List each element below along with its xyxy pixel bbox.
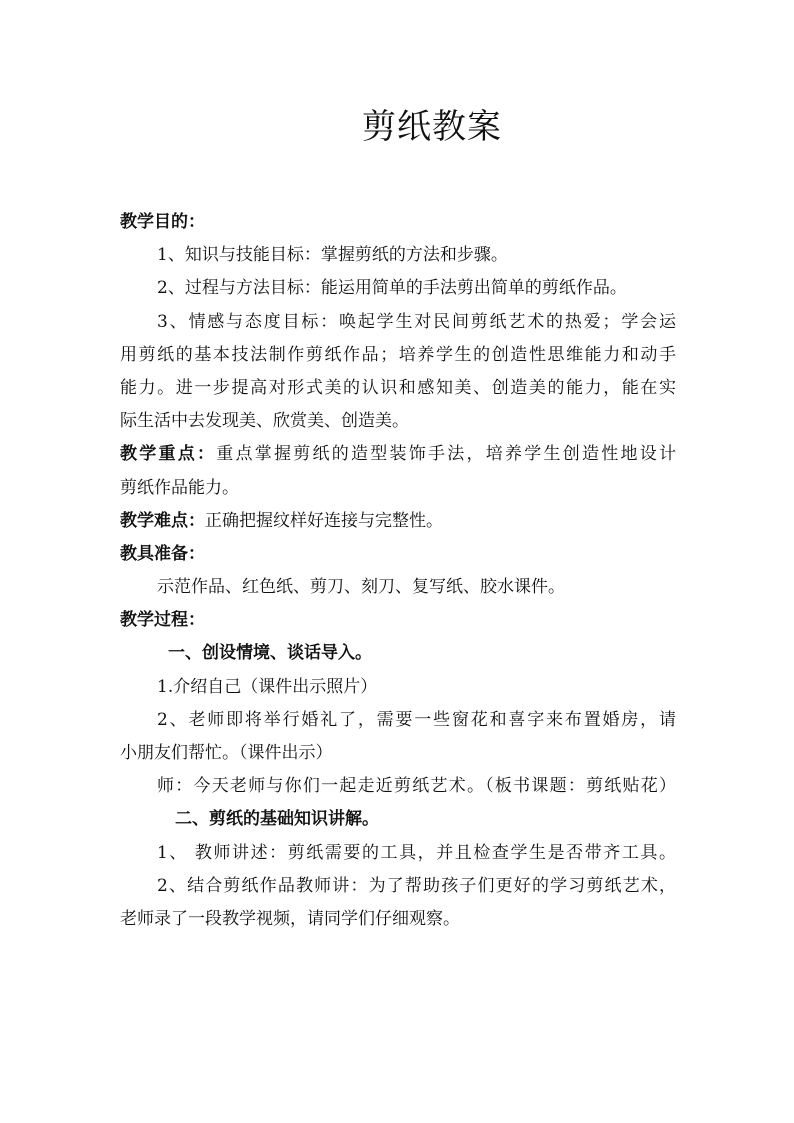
goals-item-1: 1、知识与技能目标：掌握剪纸的方法和步骤。 [157, 245, 508, 266]
difficulty-text: 正确把握纹样好连接与完整性。 [205, 510, 443, 531]
goals-item-3-cont-1: 用剪纸的基本技法制作剪纸作品；培养学生的创造性思维能力和动手 [120, 344, 676, 365]
process-part1-line-4: 师：今天老师与你们一起走近剪纸艺术。（板书课题：剪纸贴花） [157, 776, 676, 797]
document-body [120, 206, 676, 936]
materials-heading: 教具准备： [120, 543, 205, 564]
process-part1-title: 一、创设情境、谈话导入。 [168, 643, 372, 664]
process-heading: 教学过程： [120, 610, 205, 631]
process-part1-line-2: 2、老师即将举行婚礼了，需要一些窗花和喜字来布置婚房，请 [157, 709, 676, 730]
process-part2-line-1: 1、 教师讲述：剪纸需要的工具，并且检查学生是否带齐工具。 [157, 842, 676, 863]
document-title: 剪纸教案 [362, 107, 502, 147]
key-point-text: 重点掌握剪纸的造型装饰手法，培养学生创造性地设计 [216, 444, 676, 465]
goals-heading: 教学目的： [120, 212, 205, 232]
difficulty-line [120, 505, 676, 538]
process-part2-line-3: 老师录了一段教学视频，请同学们仔细观察。 [120, 908, 460, 929]
key-point-line [120, 438, 676, 471]
materials-text: 示范作品、红色纸、剪刀、刻刀、复写纸、胶水课件。 [157, 577, 565, 598]
goals-item-3: 3、情感与态度目标：唤起学生对民间剪纸艺术的热爱；学会运 [157, 311, 676, 332]
key-point-text-cont: 剪纸作品能力。 [120, 477, 239, 498]
goals-item-2: 2、过程与方法目标：能运用简单的手法剪出简单的剪纸作品。 [157, 278, 627, 299]
goals-item-3-cont-2: 能力。进一步提高对形式美的认识和感知美、创造美的能力，能在实 [120, 377, 676, 398]
difficulty-heading: 教学难点： [120, 510, 205, 531]
key-point-heading: 教学重点： [120, 444, 217, 465]
process-part1-line-3: 小朋友们帮忙。（课件出示） [120, 743, 333, 763]
process-part1-line-1: 1.介绍自己（课件出示照片） [157, 676, 378, 697]
process-part2-line-2: 2、结合剪纸作品教师讲：为了帮助孩子们更好的学习剪纸艺术， [157, 875, 676, 896]
goals-item-3-cont-3: 际生活中去发现美、欣赏美、创造美。 [120, 411, 409, 432]
process-part2-title: 二、剪纸的基础知识讲解。 [175, 809, 379, 830]
